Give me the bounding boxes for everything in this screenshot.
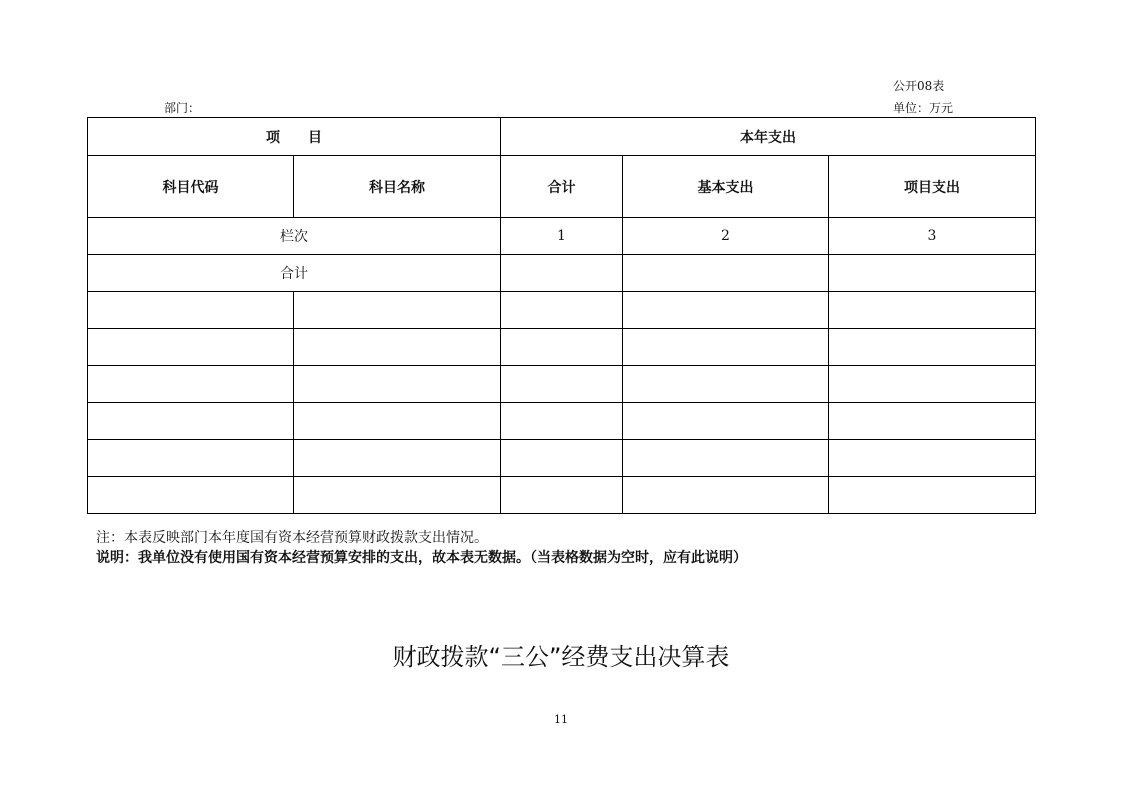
table-cell xyxy=(501,329,623,366)
table-cell xyxy=(623,477,829,514)
project-expenditure-header: 项目支出 xyxy=(829,156,1036,218)
item-group-header: 项 目 xyxy=(88,118,501,156)
table-cell xyxy=(294,329,501,366)
table-cell xyxy=(829,329,1036,366)
table-cell xyxy=(294,477,501,514)
table-row xyxy=(88,329,1036,366)
subject-name-header: 科目名称 xyxy=(294,156,501,218)
table-cell xyxy=(623,292,829,329)
table-cell xyxy=(623,403,829,440)
table-cell xyxy=(88,366,294,403)
project-total-cell xyxy=(829,255,1036,292)
form-code: 公开08表 xyxy=(893,79,945,93)
table-cell xyxy=(501,403,623,440)
table-cell xyxy=(829,366,1036,403)
table-cell xyxy=(501,440,623,477)
table-row xyxy=(88,403,1036,440)
budget-expenditure-table xyxy=(87,117,1036,514)
table-cell xyxy=(88,292,294,329)
table-cell xyxy=(294,366,501,403)
table-cell xyxy=(501,366,623,403)
expenditure-group-header: 本年支出 xyxy=(501,118,1036,156)
table-cell xyxy=(623,440,829,477)
table-cell xyxy=(88,403,294,440)
basic-total-cell xyxy=(623,255,829,292)
table-cell xyxy=(88,477,294,514)
column-index-2: 2 xyxy=(623,218,829,255)
column-index-label: 栏次 xyxy=(88,218,501,255)
subject-code-header: 科目代码 xyxy=(88,156,294,218)
unit-label: 单位：万元 xyxy=(893,101,954,115)
column-index-3: 3 xyxy=(829,218,1036,255)
table-row xyxy=(88,366,1036,403)
table-cell xyxy=(829,477,1036,514)
table-row xyxy=(88,440,1036,477)
table-cell xyxy=(623,329,829,366)
table-cell xyxy=(829,440,1036,477)
column-index-row xyxy=(88,218,1036,255)
table-cell xyxy=(623,366,829,403)
table-cell xyxy=(294,440,501,477)
total-row-label: 合计 xyxy=(88,255,501,292)
total-row xyxy=(88,255,1036,292)
table-cell xyxy=(294,292,501,329)
table-row xyxy=(88,477,1036,514)
table-cell xyxy=(829,292,1036,329)
table-cell xyxy=(294,403,501,440)
table-cell xyxy=(501,477,623,514)
table-cell xyxy=(829,403,1036,440)
page-number: 11 xyxy=(554,713,568,726)
basic-expenditure-header: 基本支出 xyxy=(623,156,829,218)
next-section-title: 财政拨款“三公”经费支出决算表 xyxy=(392,643,730,671)
table-cell xyxy=(88,329,294,366)
group-header-row xyxy=(88,118,1036,156)
table-cell xyxy=(88,440,294,477)
table-cell xyxy=(501,292,623,329)
department-label: 部门： xyxy=(164,101,201,115)
total-cell xyxy=(501,255,623,292)
table-note: 注：本表反映部门本年度国有资本经营预算财政拨款支出情况。 xyxy=(96,530,488,546)
total-header: 合计 xyxy=(501,156,623,218)
table-explanation: 说明：我单位没有使用国有资本经营预算安排的支出，故本表无数据。（当表格数据为空时，应有此说明） xyxy=(96,550,747,566)
table-row xyxy=(88,292,1036,329)
column-index-1: 1 xyxy=(501,218,623,255)
column-header-row xyxy=(88,156,1036,218)
